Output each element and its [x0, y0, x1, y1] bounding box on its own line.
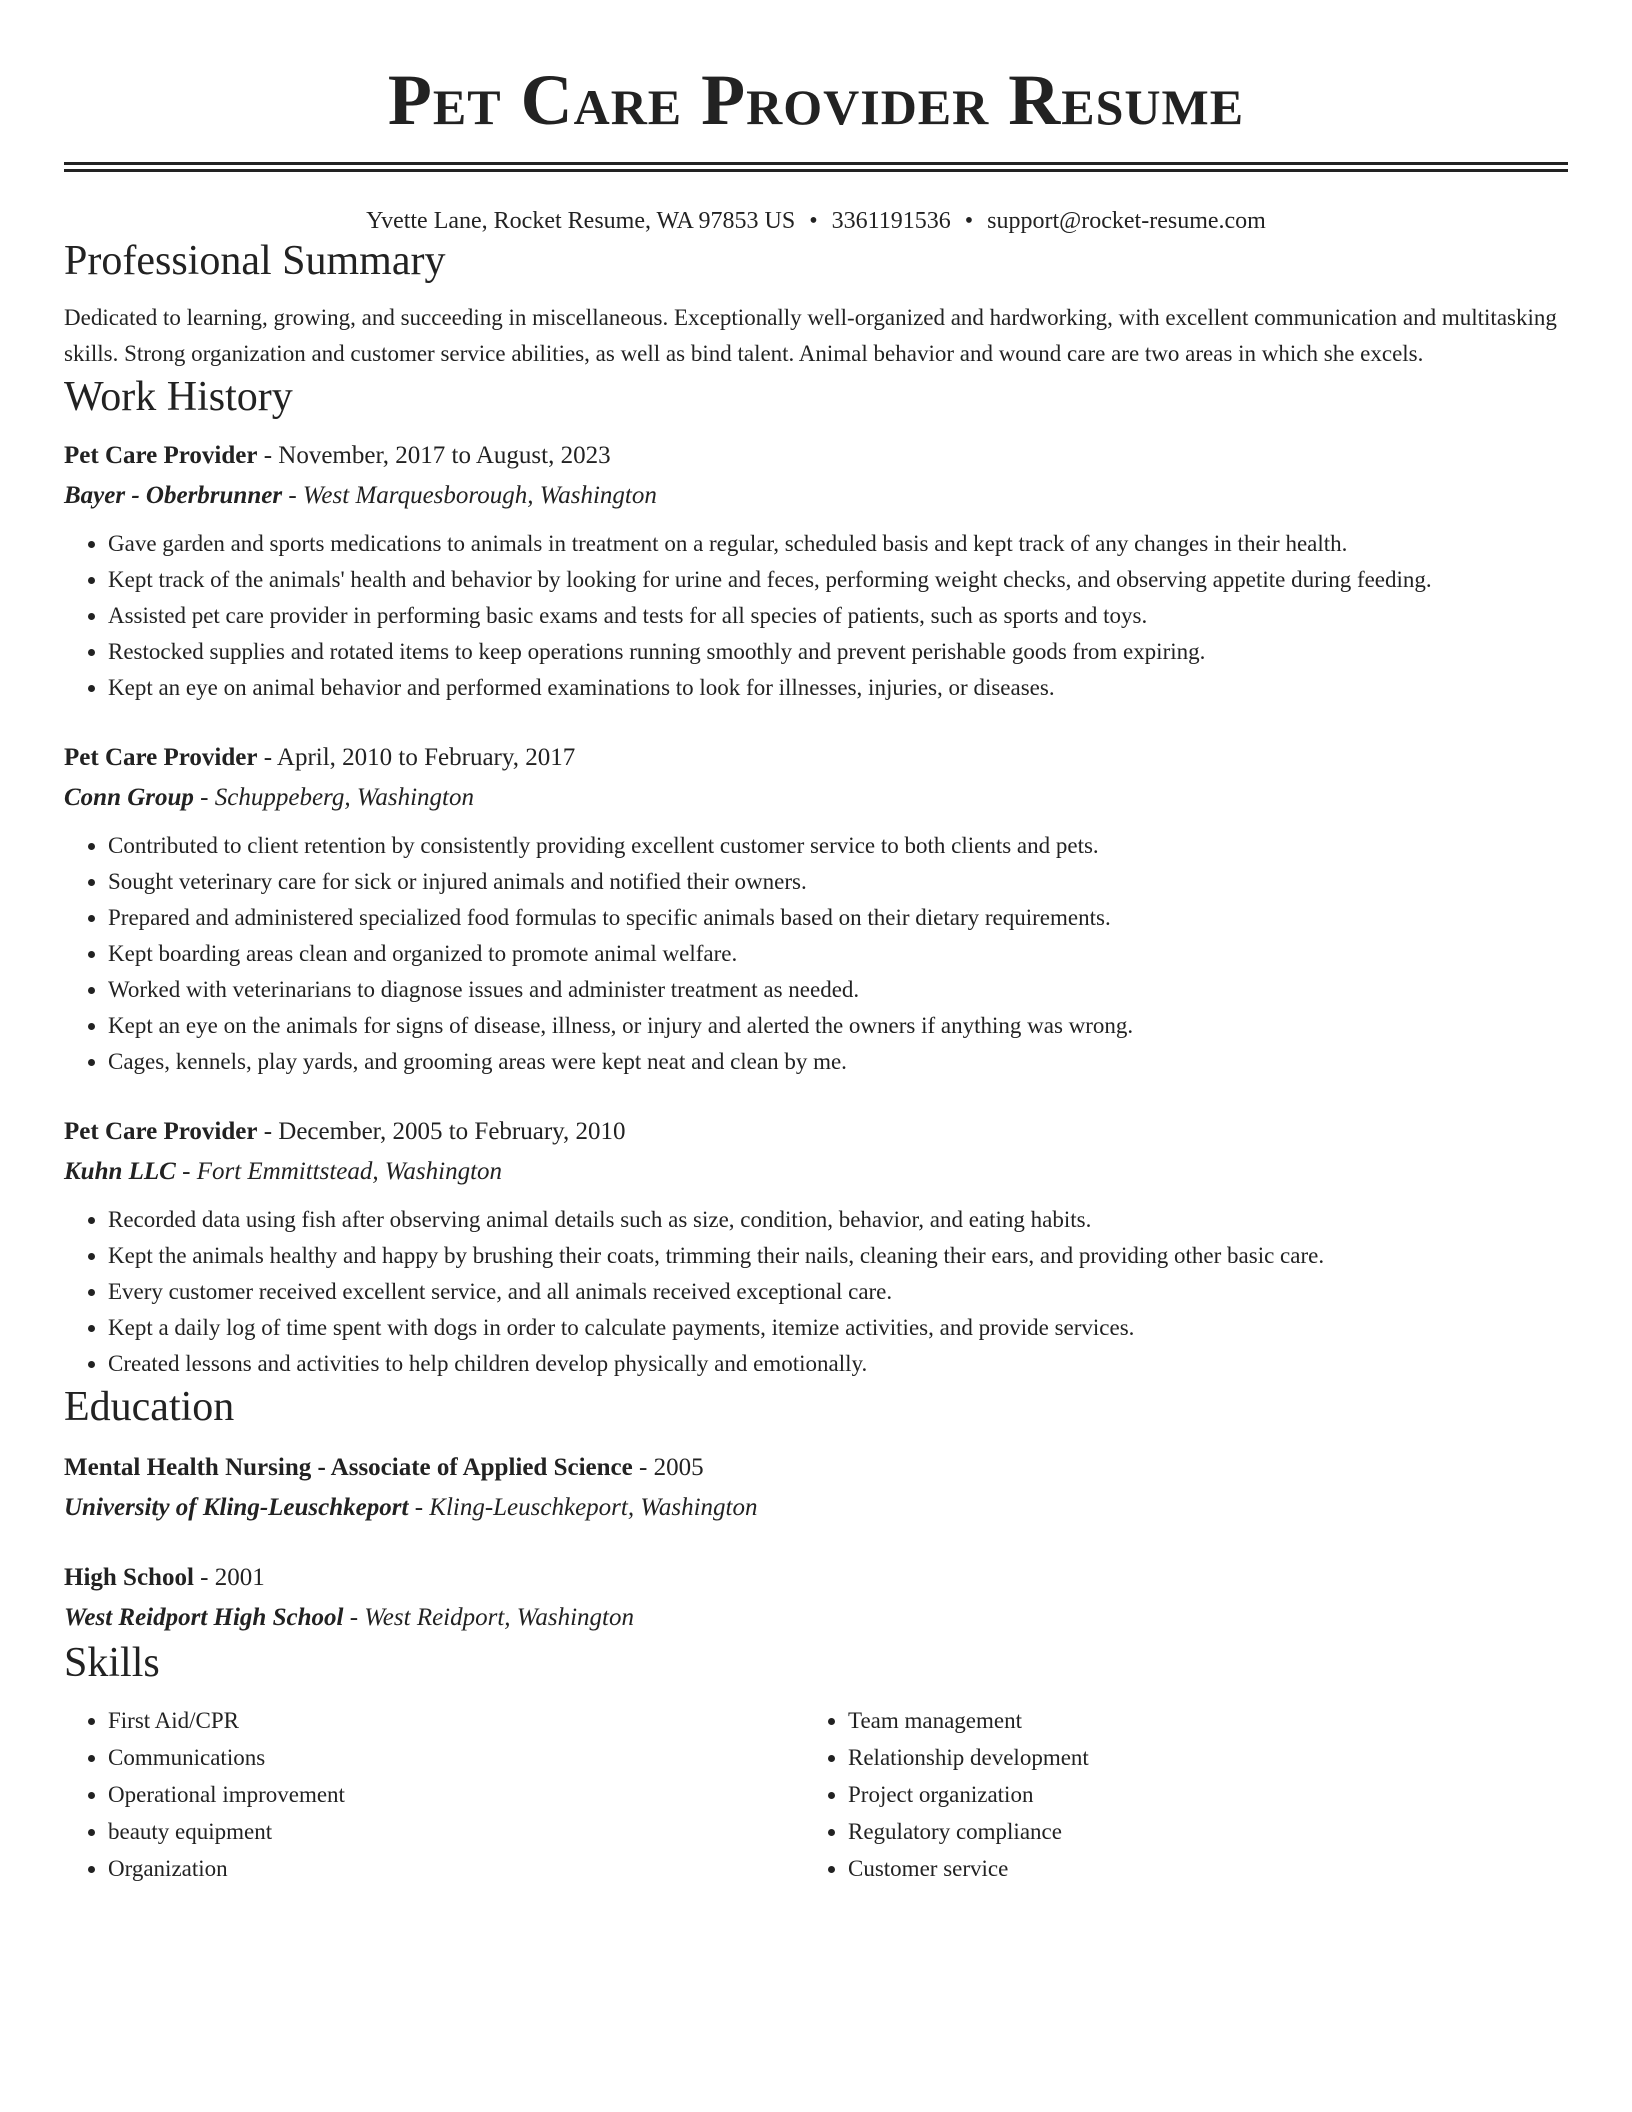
job-title-line	[64, 738, 1568, 778]
job-duty: • Kept an eye on animal behavior and performed examinations to look for illnesses, injuries, or diseases.	[108, 670, 1568, 706]
employer-location: Fort Emmittstead, Washington	[196, 1158, 503, 1185]
resume-page	[64, 0, 1568, 1887]
skills-list-left	[64, 1702, 808, 1887]
job-dates: April, 2010 to February, 2017	[276, 744, 576, 771]
skill-item: • Team management	[848, 1702, 1548, 1739]
skill-item: • Project organization	[848, 1776, 1548, 1813]
employer-line	[64, 778, 1568, 818]
degree-name: Mental Health Nursing - Associate of Applied Science	[64, 1454, 633, 1481]
job-duty: • Kept track of the animals' health and behavior by looking for urine and feces, performing weight checks, and observing appetite during feeding.	[108, 562, 1568, 598]
school-line	[64, 1488, 1568, 1528]
job-duty: • Cages, kennels, play yards, and grooming areas were kept neat and clean by me.	[108, 1044, 1568, 1080]
skill-item: • Customer service	[848, 1850, 1548, 1887]
employer-line	[64, 476, 1568, 516]
job-dates: December, 2005 to February, 2010	[278, 1118, 626, 1145]
degree-dash: -	[632, 1454, 654, 1481]
school-dash: -	[343, 1604, 365, 1631]
school-name: University of Kling-Leuschkeport	[64, 1494, 409, 1521]
school-dash: -	[408, 1494, 430, 1521]
job-duties-list	[64, 828, 1568, 1080]
summary-text: Dedicated to learning, growing, and succeeding in miscellaneous. Exceptionally well-organized and hardworking, with excellent communication and multitasking skills. Strong organization and customer service abilities, as well as bind talent. Animal behavior and wound care are two areas in which she excels.	[64, 305, 1557, 366]
job-title: Pet Care Provider	[64, 1118, 258, 1145]
contact-phone: 3361191536	[831, 208, 951, 234]
school-location: Kling-Leuschkeport, Washington	[429, 1494, 758, 1521]
job-duty: • Kept boarding areas clean and organized to promote animal welfare.	[108, 936, 1568, 972]
job-duty: • Created lessons and activities to help children develop physically and emotionally.	[108, 1346, 1568, 1382]
degree-line	[64, 1558, 1568, 1598]
job-duties-list	[64, 1202, 1568, 1382]
degree-line	[64, 1448, 1568, 1488]
degree-year: 2005	[653, 1454, 704, 1481]
job-dash: -	[257, 744, 277, 771]
job-title: Pet Care Provider	[64, 442, 258, 469]
degree-year: 2001	[214, 1564, 265, 1591]
employer-dash: -	[175, 1158, 197, 1185]
job-duty: • Restocked supplies and rotated items to keep operations running smoothly and prevent perishable goods from expiring.	[108, 634, 1568, 670]
work-history-heading: Work History	[64, 374, 293, 420]
skills-heading: Skills	[64, 1640, 160, 1686]
employer-dash: -	[193, 784, 215, 811]
job-dash: -	[257, 1118, 279, 1145]
contact-separator: •	[809, 208, 818, 234]
job-dash: -	[257, 442, 279, 469]
skills-columns	[64, 1702, 1568, 1887]
employer-line	[64, 1152, 1568, 1192]
contact-separator: •	[964, 208, 974, 234]
job-duty: • Every customer received excellent service, and all animals received exceptional care.	[108, 1274, 1568, 1310]
contact-address: Yvette Lane, Rocket Resume, WA 97853 US	[366, 208, 796, 234]
degree-name: High School	[64, 1564, 194, 1591]
job-entry	[64, 1112, 1568, 1382]
job-entry	[64, 436, 1568, 706]
job-duty: • Contributed to client retention by consistently providing excellent customer service to both clients and pets.	[108, 828, 1568, 864]
education-entry	[64, 1448, 1568, 1528]
title-double-rule	[64, 162, 1568, 172]
school-line	[64, 1598, 1568, 1638]
job-duty: • Sought veterinary care for sick or injured animals and notified their owners.	[108, 864, 1568, 900]
education-heading: Education	[64, 1384, 235, 1430]
job-duty: • Kept the animals healthy and happy by brushing their coats, trimming their nails, cleaning their ears, and providing other basic care.	[108, 1238, 1568, 1274]
school-name: West Reidport High School	[64, 1604, 344, 1631]
employer-name: Conn Group	[64, 784, 194, 811]
job-title-line	[64, 1112, 1568, 1152]
skill-item: • beauty equipment	[108, 1813, 808, 1850]
skill-item: • Relationship development	[848, 1739, 1548, 1776]
skills-list-right	[808, 1702, 1548, 1887]
skill-item: • Regulatory compliance	[848, 1813, 1548, 1850]
job-dates: November, 2017 to August, 2023	[278, 442, 611, 469]
resume-title: Pet Care Provider Resume	[387, 60, 1245, 140]
school-location: West Reidport, Washington	[364, 1604, 634, 1631]
job-duty: • Kept a daily log of time spent with dogs in order to calculate payments, itemize activities, and provide services.	[108, 1310, 1568, 1346]
summary-heading: Professional Summary	[64, 238, 446, 284]
job-duty: • Prepared and administered specialized food formulas to specific animals based on their dietary requirements.	[108, 900, 1568, 936]
employer-name: Kuhn LLC	[64, 1158, 176, 1185]
skill-item: • Organization	[108, 1850, 808, 1887]
job-duties-list	[64, 526, 1568, 706]
job-duty: • Assisted pet care provider in performing basic exams and tests for all species of patients, such as sports and toys.	[108, 598, 1568, 634]
job-duty: • Recorded data using fish after observing animal details such as size, condition, behavior, and eating habits.	[108, 1202, 1568, 1238]
job-duty: • Worked with veterinarians to diagnose issues and administer treatment as needed.	[108, 972, 1568, 1008]
skill-item: • First Aid/CPR	[108, 1702, 808, 1739]
job-title-line	[64, 436, 1568, 476]
job-duty: • Gave garden and sports medications to animals in treatment on a regular, scheduled basis and kept track of any changes in their health.	[108, 526, 1568, 562]
employer-location: Schuppeberg, Washington	[214, 784, 474, 811]
employer-dash: -	[282, 482, 303, 509]
job-duty: • Kept an eye on the animals for signs of disease, illness, or injury and alerted the owners if anything was wrong.	[108, 1008, 1568, 1044]
job-title: Pet Care Provider	[64, 744, 258, 771]
employer-location: West Marquesborough, Washington	[302, 482, 657, 509]
contact-line	[64, 206, 1568, 236]
employer-name: Bayer - Oberbrunner	[64, 482, 283, 509]
degree-dash: -	[193, 1564, 215, 1591]
skill-item: • Communications	[108, 1739, 808, 1776]
job-entry	[64, 738, 1568, 1080]
education-entry	[64, 1558, 1568, 1638]
contact-email: support@rocket-resume.com	[987, 208, 1266, 234]
skill-item: • Operational improvement	[108, 1776, 808, 1813]
